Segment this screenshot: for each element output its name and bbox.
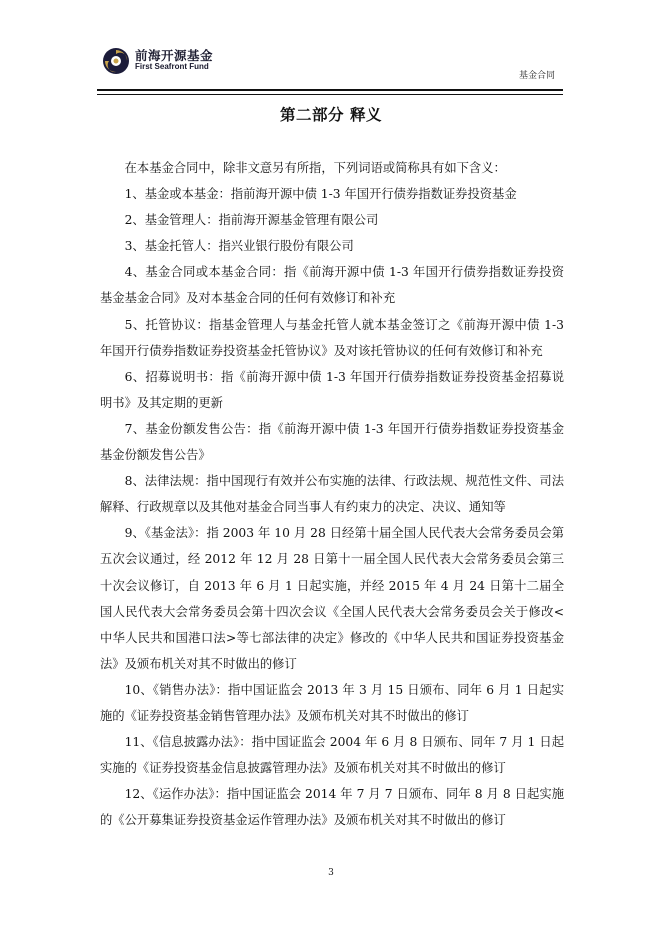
logo-swirl-icon — [101, 46, 131, 76]
definition-item: 5、托管协议：指基金管理人与基金托管人就本基金签订之《前海开源中债 1-3 年国开行债券指数证券投资基金托管协议》及对该托管协议的任何有效修订和补充 — [100, 317, 564, 358]
definition-item: 8、法律法规：指中国现行有效并公布实施的法律、行政法规、规范性文件、司法解释、行政规章以及其他对基金合同当事人有约束力的决定、决议、通知等 — [100, 474, 564, 515]
definition-item: 4、基金合同或本基金合同：指《前海开源中债 1-3 年国开行债券指数证券投资基金基金合同》及对本基金合同的任何有效修订和补充 — [100, 265, 564, 306]
definition-item: 10、《销售办法》：指中国证监会 2013 年 3 月 15 日颁布、同年 6 月 1 日起实施的《证券投资基金销售管理办法》及颁布机关对其不时做出的修订 — [100, 682, 564, 723]
paragraph-intro: 在本基金合同中，除非文意另有所指，下列词语或简称具有如下含义： — [124, 161, 506, 175]
document-label: 基金合同 — [518, 71, 555, 81]
section-title: 第二部分 释义 — [280, 106, 382, 124]
page-number: 3 — [328, 868, 334, 878]
definition-item: 11、《信息披露办法》：指中国证监会 2004 年 6 月 8 日颁布、同年 7 月 1 日起实施的《证券投资基金信息披露管理办法》及颁布机关对其不时做出的修订 — [100, 735, 564, 776]
logo-chinese-name: 前海开源基金 — [135, 48, 214, 63]
definition-item: 3、基金托管人：指兴业银行股份有限公司 — [124, 239, 354, 254]
header-rule-thick — [97, 89, 563, 91]
company-logo — [101, 46, 221, 76]
definition-item: 1、基金或本基金：指前海开源中债 1-3 年国开行债券指数证券投资基金 — [124, 187, 517, 202]
logo-english-name: First Seafront Fund — [135, 62, 209, 71]
definition-item: 7、基金份额发售公告：指《前海开源中债 1-3 年国开行债券指数证券投资基金基金份额发售公告》 — [100, 421, 564, 463]
page-header — [97, 36, 563, 94]
definition-item: 12、《运作办法》：指中国证监会 2014 年 7 月 7 日颁布、同年 8 月 8 日起实施的《公开募集证券投资基金运作管理办法》及颁布机关对其不时做出的修订 — [100, 787, 564, 828]
header-rule-thin — [97, 94, 563, 95]
definition-item: 9、《基金法》：指 2003 年 10 月 28 日经第十届全国人民代表大会常务委员会第五次会议通过，经 2012 年 12 月 28 日第十一届全国人民代表大会常务委员会第三十次会议修订，自 2013 年 6 月 1 日起实施，并经 2015 年 4 月 24 日第十二届全国人民代表大会常务委员会第十四次会议《全国人民代表大会常务委员会关于修改<中华人民共和国港口法>等七部法律的决定》修改的《中华人民共和国证券投资基金法》及颁布机关对其不时做出的修订 — [100, 526, 564, 671]
document-body — [100, 155, 564, 833]
definition-item: 6、招募说明书：指《前海开源中债 1-3 年国开行债券指数证券投资基金招募说明书》及其定期的更新 — [100, 369, 564, 410]
definition-item: 2、基金管理人：指前海开源基金管理有限公司 — [124, 213, 379, 228]
